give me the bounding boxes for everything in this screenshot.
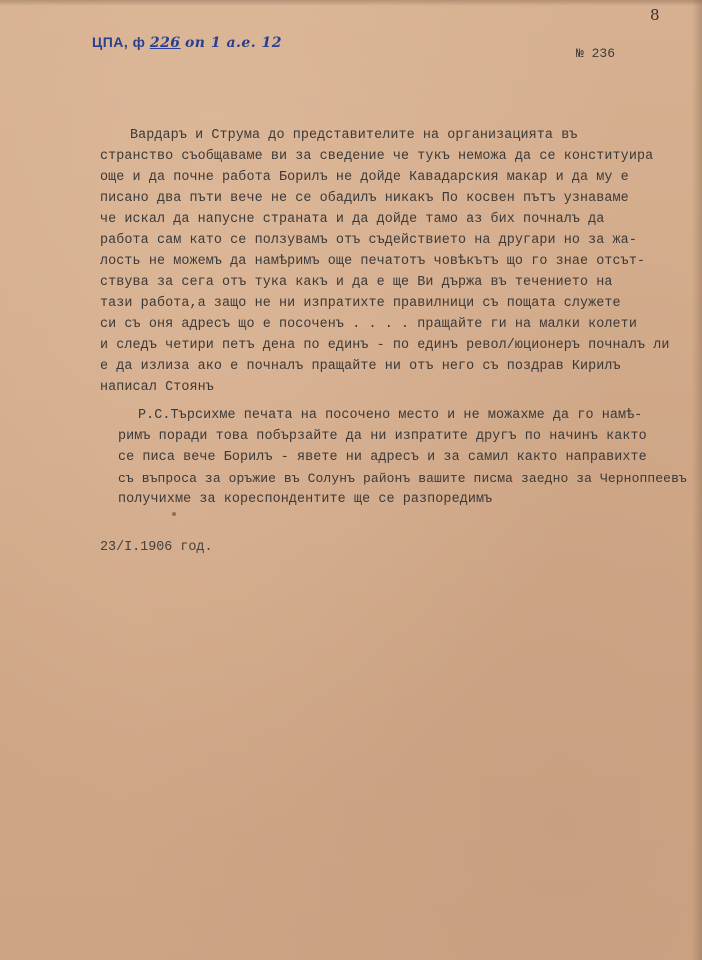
- archive-stamp-fond: 226: [149, 35, 181, 51]
- body-line: и следъ четири петъ дена по единъ - по единъ револ/юционеръ почналъ ли: [100, 338, 670, 353]
- body-line: лость не можемъ да намѣримъ още печатотъ човѣкътъ що го знае отсът-: [100, 254, 646, 269]
- body-line: написал Стоянъ: [100, 380, 214, 395]
- postscript-line: Р.С.Търсихме печата на посочено место и не можахме да го намѣ-: [138, 408, 643, 423]
- body-line: че искал да напусне страната и да дойде тамо аз бих почналъ да: [100, 212, 605, 227]
- body-line: Вардаръ и Струма до представителите на организацията въ: [130, 128, 578, 143]
- archive-stamp-prefix: ЦПА, ф: [92, 34, 146, 50]
- page-edge-shadow-top: [0, 0, 702, 6]
- body-line: още и да почне работа Борилъ не дойде Кавадарския макар и да му е: [100, 170, 629, 185]
- page-number: 8: [650, 6, 660, 24]
- postscript-line: съ въпроса за оръжие въ Солунъ районъ вашите писма заедно за Черноппеевъ: [118, 471, 687, 486]
- ink-smudge: [172, 512, 176, 516]
- postscript-line: получихме за кореспондентите ще се разпоредимъ: [118, 492, 493, 507]
- body-line: е да излиза ако е почналъ пращайте ни отъ него съ поздрав Кирилъ: [100, 359, 621, 374]
- document-number: № 236: [576, 46, 616, 61]
- postscript-line: се писа вече Борилъ - явете ни адресъ и за самил както направихте: [118, 450, 647, 465]
- archive-stamp-rest: оп 1 а.е. 12: [184, 35, 283, 51]
- letter-date: 23/I.1906 год.: [100, 540, 213, 555]
- archive-stamp: [92, 34, 282, 51]
- page-edge-shadow-right: [692, 0, 702, 960]
- body-line: ствува за сега отъ тука какъ и да е ще Ви държа въ течението на: [100, 275, 613, 290]
- body-line: писано два пъти вече не се обадилъ никакъ По косвен пътъ узнаваме: [100, 191, 629, 206]
- postscript-line: римъ поради това побързайте да ни изпратите другъ по начинъ както: [118, 429, 647, 444]
- body-line: си съ оня адресъ що е посоченъ . . . . пращайте ги на малки колети: [100, 317, 637, 332]
- body-line: тази работа,а защо не ни изпратихте правилници съ пощата служете: [100, 296, 621, 311]
- body-line: работа сам като се ползувамъ отъ съдействието на другари но за жа-: [100, 233, 637, 248]
- body-line: странство съобщаваме ви за сведение че тукъ неможа да се конституира: [100, 149, 654, 164]
